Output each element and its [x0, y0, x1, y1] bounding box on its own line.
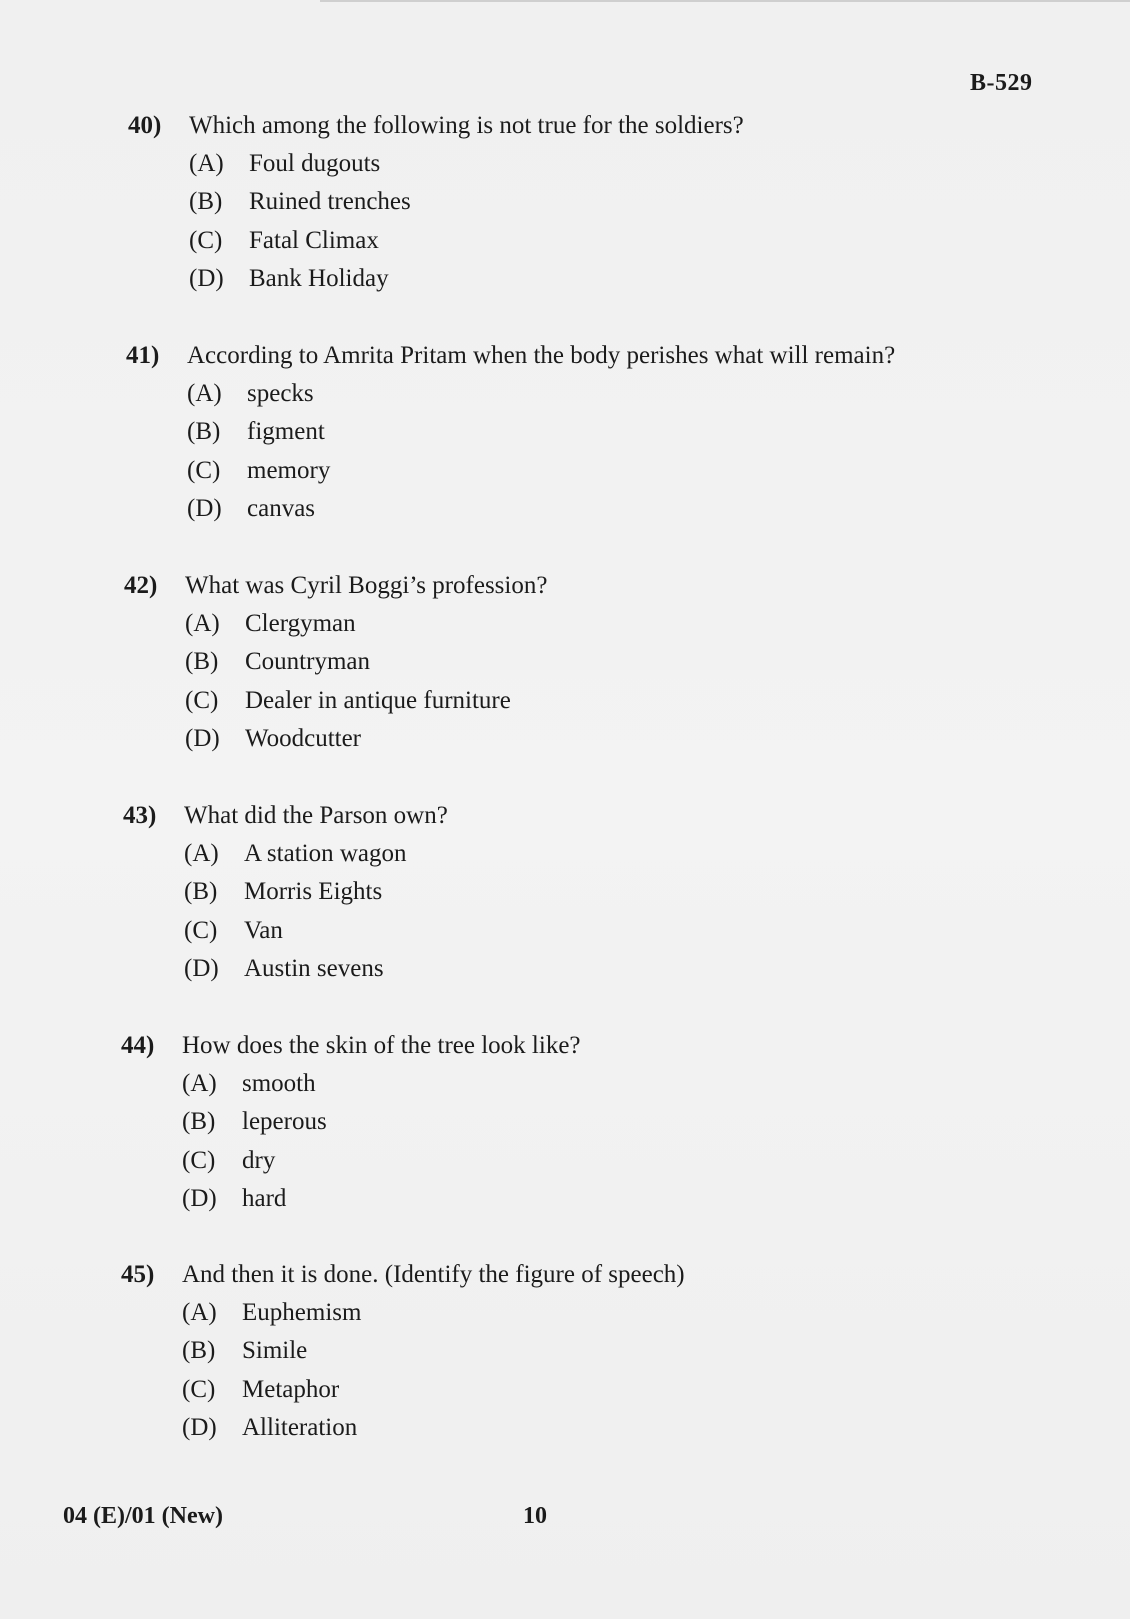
question-42	[124, 572, 1024, 763]
option-c: (C) dry	[182, 1146, 276, 1174]
option-b: (B) Morris Eights	[184, 878, 383, 906]
option-a: (A) Clergyman	[185, 610, 356, 637]
question-text: According to Amrita Pritam when the body perishes what will remain?	[187, 342, 896, 369]
question-number: 45)	[121, 1261, 155, 1288]
option-list	[128, 150, 1028, 303]
option-c: (C) Metaphor	[182, 1375, 340, 1403]
option-b: (B) Simile	[182, 1337, 308, 1365]
question-number: 43)	[123, 802, 157, 829]
option-b: (B) Ruined trenches	[189, 188, 411, 216]
question-44	[121, 1032, 1021, 1223]
option-d: (D) Alliteration	[182, 1413, 358, 1441]
option-d: (D) Austin sevens	[184, 954, 384, 982]
option-b: (B) leperous	[182, 1108, 327, 1136]
question-number: 41)	[126, 342, 160, 369]
option-list	[123, 840, 1023, 993]
option-a: (A) Euphemism	[182, 1299, 362, 1326]
option-list	[124, 610, 1024, 763]
option-list	[126, 380, 1026, 533]
question-43	[123, 802, 1023, 993]
question-text: What did the Parson own?	[184, 802, 448, 829]
question-text: What was Cyril Boggi’s profession?	[185, 572, 548, 599]
option-d: (D) Woodcutter	[185, 724, 362, 752]
option-a: (A) Foul dugouts	[189, 150, 381, 177]
option-d: (D) Bank Holiday	[189, 264, 389, 292]
footer-paper-code: 04 (E)/01 (New)	[63, 1503, 223, 1529]
option-c: (C) Van	[184, 916, 283, 944]
option-d: (D) canvas	[187, 494, 316, 522]
option-c: (C) memory	[187, 456, 331, 484]
question-number: 44)	[121, 1032, 155, 1059]
option-c: (C) Dealer in antique furniture	[185, 686, 511, 714]
option-a: (A) A station wagon	[184, 840, 407, 867]
option-b: (B) figment	[187, 418, 325, 446]
top-edge-rule	[320, 0, 1130, 2]
question-41	[126, 342, 1026, 533]
question-number: 42)	[124, 572, 158, 599]
option-list	[121, 1070, 1021, 1223]
option-list	[121, 1299, 1021, 1452]
question-40	[128, 112, 1028, 303]
option-b: (B) Countryman	[185, 648, 370, 676]
question-number: 40)	[128, 112, 162, 139]
option-d: (D) hard	[182, 1184, 287, 1212]
paper-code-header: B-529	[970, 70, 1033, 96]
question-45	[121, 1261, 1021, 1452]
option-a: (A) specks	[187, 380, 314, 407]
option-a: (A) smooth	[182, 1070, 316, 1097]
option-c: (C) Fatal Climax	[189, 226, 379, 254]
question-text: Which among the following is not true for the soldiers?	[189, 112, 744, 139]
question-text: How does the skin of the tree look like?	[182, 1032, 581, 1059]
question-text: And then it is done. (Identify the figure of speech)	[182, 1261, 685, 1288]
footer-page-number: 10	[523, 1503, 547, 1529]
